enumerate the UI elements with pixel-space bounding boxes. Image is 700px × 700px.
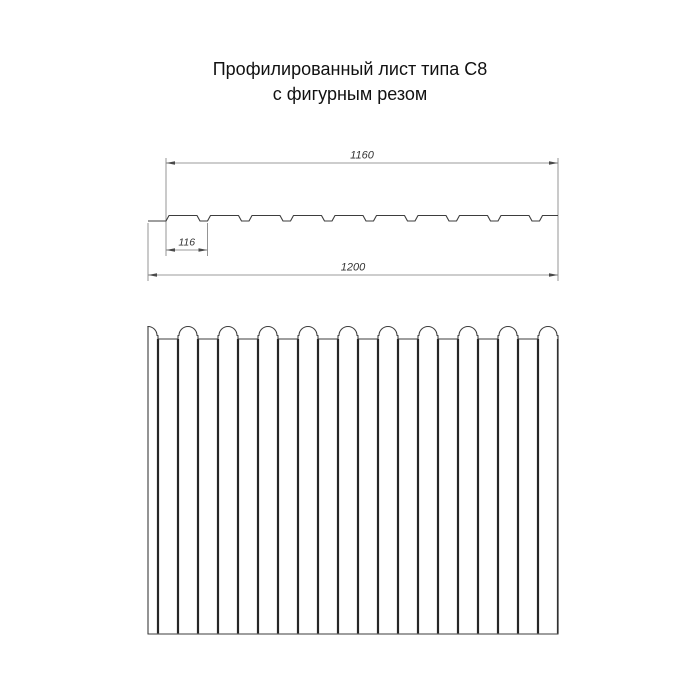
page-title-line2: с фигурным резом bbox=[272, 84, 428, 104]
front-view-rib-edges bbox=[158, 339, 558, 633]
page-title-line1: Профилированный лист типа С8 bbox=[212, 59, 488, 79]
dim-working-width-label: 1160 bbox=[350, 149, 374, 162]
cross-section-view bbox=[148, 216, 558, 222]
page-title bbox=[0, 57, 700, 107]
front-view-figured-cut-edge bbox=[138, 327, 558, 340]
front-view-outline bbox=[148, 327, 559, 635]
dim-wave-pitch-label: 116 bbox=[178, 236, 196, 249]
dim-overall-width-label: 1200 bbox=[340, 261, 366, 274]
cross-section-dimensions bbox=[148, 161, 558, 276]
